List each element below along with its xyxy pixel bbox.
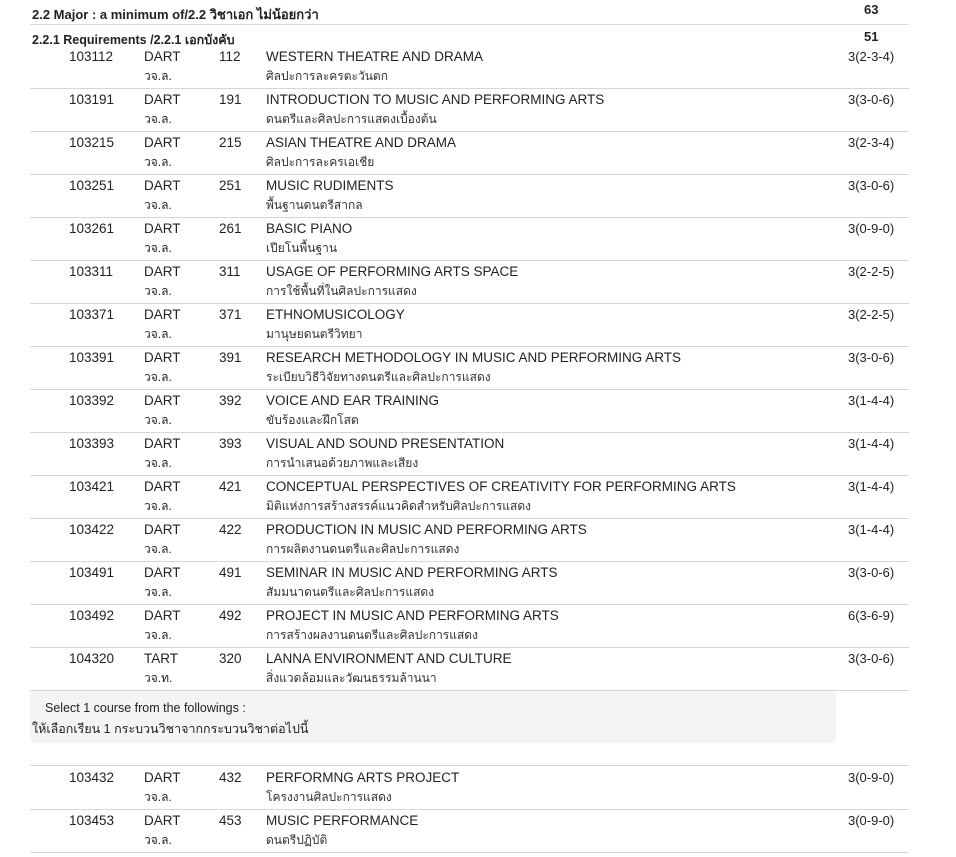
course-dept: DART: [144, 436, 181, 451]
course-credit: 3(0-9-0): [848, 813, 895, 828]
course-title-th: ศิลปะการละครเอเชีย: [266, 155, 375, 169]
course-number: 112: [219, 49, 241, 64]
course-credit: 3(2-3-4): [848, 135, 895, 150]
course-code: 103422: [69, 522, 115, 537]
course-number: 320: [219, 651, 242, 666]
course-dept-th: วจ.ท.: [144, 671, 173, 685]
course-number: 251: [219, 178, 242, 193]
course-number: 261: [219, 221, 242, 236]
major-label: 2.2 Major : a minimum of/2.2 วิชาเอก ไม่น้อยกว่า: [32, 7, 319, 22]
course-title: VOICE AND EAR TRAINING: [266, 393, 440, 408]
course-code: 103311: [69, 264, 114, 279]
requirements-header: [30, 25, 909, 45]
course-title-th: ระเบียบวิธีวิจัยทางดนตรีและศิลปะการแสดง: [266, 370, 491, 384]
course-number: 432: [219, 770, 242, 785]
course-dept: DART: [144, 813, 181, 828]
course-dept-th: วจ.ล.: [144, 499, 172, 513]
course-code: 103215: [69, 135, 115, 150]
course-credit: 3(3-0-6): [848, 565, 895, 580]
course-row: [30, 261, 909, 304]
major-credits: 63: [864, 2, 879, 17]
course-row: [30, 648, 909, 691]
course-title: PRODUCTION IN MUSIC AND PERFORMING ARTS: [266, 522, 587, 537]
course-code: 103371: [69, 307, 115, 322]
course-dept-th: วจ.ล.: [144, 456, 172, 470]
course-code: 103191: [69, 92, 115, 107]
course-code: 103432: [69, 770, 115, 785]
course-row: [30, 390, 909, 433]
course-title: PROJECT IN MUSIC AND PERFORMING ARTS: [266, 608, 559, 623]
course-credit: 6(3-6-9): [848, 608, 895, 623]
course-number: 191: [219, 92, 242, 107]
course-title-th: ขับร้องและฝึกโสต: [266, 413, 359, 427]
course-dept: DART: [144, 350, 181, 365]
course-title-th: มิติแห่งการสร้างสรรค์แนวคิดสำหรับศิลปะการแสดง: [266, 499, 531, 513]
select-note-th: ให้เลือกเรียน 1 กระบวนวิชาจากกระบวนวิชาต่อไปนี้: [32, 722, 309, 736]
course-title: RESEARCH METHODOLOGY IN MUSIC AND PERFORMING ARTS: [266, 350, 682, 365]
course-dept: DART: [144, 565, 181, 580]
course-title-th: การผลิตงานดนตรีและศิลปะการแสดง: [266, 542, 460, 556]
course-title-th: ดนตรีและศิลปะการแสดงเบื้องต้น: [266, 112, 437, 126]
course-code: 103491: [69, 565, 115, 580]
select-note-en: Select 1 course from the followings :: [45, 701, 246, 715]
course-dept: DART: [144, 770, 181, 785]
course-dept-th: วจ.ล.: [144, 790, 172, 804]
course-title: ETHNOMUSICOLOGY: [266, 307, 405, 322]
course-row: [30, 46, 909, 89]
course-row: [30, 562, 909, 605]
course-number: 391: [219, 350, 242, 365]
course-title: MUSIC PERFORMANCE: [266, 813, 419, 828]
course-title: PERFORMNG ARTS PROJECT: [266, 770, 460, 785]
course-code: 103492: [69, 608, 115, 623]
course-code: 103393: [69, 436, 115, 451]
course-code: 103421: [69, 479, 115, 494]
course-row: [30, 347, 909, 390]
course-dept: DART: [144, 135, 181, 150]
course-title-th: การสร้างผลงานดนตรีและศิลปะการแสดง: [266, 628, 478, 642]
course-title: LANNA ENVIRONMENT AND CULTURE: [266, 651, 512, 666]
course-dept-th: วจ.ล.: [144, 284, 172, 298]
course-row: [30, 218, 909, 261]
course-credit: 3(3-0-6): [848, 350, 895, 365]
course-code: 103112: [69, 49, 114, 64]
course-row: [30, 810, 909, 853]
course-dept: DART: [144, 393, 181, 408]
course-title-th: โครงงานศิลปะการแสดง: [266, 790, 392, 804]
course-code: 103251: [69, 178, 115, 193]
course-dept: DART: [144, 307, 181, 322]
course-number: 215: [219, 135, 242, 150]
course-number: 422: [219, 522, 242, 537]
major-header: [30, 0, 909, 25]
course-title: MUSIC RUDIMENTS: [266, 178, 394, 193]
course-row: [30, 767, 909, 810]
course-credit: 3(3-0-6): [848, 92, 895, 107]
course-title-th: มานุษยดนตรีวิทยา: [266, 327, 363, 341]
course-credit: 3(0-9-0): [848, 770, 895, 785]
course-title-th: พื้นฐานดนตรีสากล: [266, 198, 363, 212]
course-dept-th: วจ.ล.: [144, 413, 172, 427]
course-row: [30, 89, 909, 132]
course-row: [30, 304, 909, 347]
course-dept: DART: [144, 264, 181, 279]
course-title-th: เปียโนพื้นฐาน: [266, 241, 338, 255]
divider: [30, 765, 909, 766]
course-row: [30, 175, 909, 218]
course-dept: DART: [144, 479, 181, 494]
requirements-label: 2.2.1 Requirements /2.2.1 เอกบังคับ: [32, 33, 235, 47]
course-number: 311: [219, 264, 241, 279]
course-dept-th: วจ.ล.: [144, 833, 172, 847]
course-number: 421: [219, 479, 242, 494]
course-title: INTRODUCTION TO MUSIC AND PERFORMING ARTS: [266, 92, 605, 107]
course-title-th: สิ่งแวดล้อมและวัฒนธรรมล้านนา: [266, 671, 437, 685]
course-code: 103391: [69, 350, 115, 365]
course-dept-th: วจ.ล.: [144, 542, 172, 556]
course-dept-th: วจ.ล.: [144, 370, 172, 384]
course-title: USAGE OF PERFORMING ARTS SPACE: [266, 264, 519, 279]
course-row: [30, 605, 909, 648]
course-row: [30, 476, 909, 519]
course-number: 492: [219, 608, 242, 623]
course-number: 371: [219, 307, 242, 322]
course-title: CONCEPTUAL PERSPECTIVES OF CREATIVITY FOR PERFORMING ARTS: [266, 479, 736, 494]
course-title-th: การใช้พื้นที่ในศิลปะการแสดง: [266, 284, 417, 298]
course-credit: 3(3-0-6): [848, 651, 895, 666]
course-title: BASIC PIANO: [266, 221, 353, 236]
course-code: 103261: [69, 221, 115, 236]
course-dept: TART: [144, 651, 179, 666]
course-code: 104320: [69, 651, 115, 666]
course-dept-th: วจ.ล.: [144, 69, 172, 83]
course-code: 103392: [69, 393, 115, 408]
course-credit: 3(1-4-4): [848, 522, 895, 537]
course-credit: 3(2-2-5): [848, 264, 895, 279]
course-dept: DART: [144, 92, 181, 107]
course-title: VISUAL AND SOUND PRESENTATION: [266, 436, 505, 451]
course-dept-th: วจ.ล.: [144, 628, 172, 642]
course-credit: 3(1-4-4): [848, 436, 895, 451]
course-dept: DART: [144, 522, 181, 537]
course-title-th: สัมมนาดนตรีและศิลปะการแสดง: [266, 585, 435, 599]
course-title: SEMINAR IN MUSIC AND PERFORMING ARTS: [266, 565, 558, 580]
course-dept: DART: [144, 608, 181, 623]
course-row: [30, 519, 909, 562]
course-title: ASIAN THEATRE AND DRAMA: [266, 135, 457, 150]
course-dept-th: วจ.ล.: [144, 112, 172, 126]
course-dept-th: วจ.ล.: [144, 198, 172, 212]
course-dept: DART: [144, 178, 181, 193]
course-credit: 3(2-3-4): [848, 49, 895, 64]
course-title-th: ดนตรีปฏิบัติ: [266, 833, 328, 847]
course-dept: DART: [144, 49, 181, 64]
course-dept-th: วจ.ล.: [144, 585, 172, 599]
select-note: [30, 691, 836, 743]
course-number: 491: [219, 565, 242, 580]
course-dept-th: วจ.ล.: [144, 327, 172, 341]
course-title-th: ศิลปะการละครตะวันตก: [266, 69, 388, 83]
course-row: [30, 132, 909, 175]
course-dept: DART: [144, 221, 181, 236]
course-credit: 3(1-4-4): [848, 393, 895, 408]
course-credit: 3(1-4-4): [848, 479, 895, 494]
course-credit: 3(2-2-5): [848, 307, 895, 322]
course-number: 453: [219, 813, 242, 828]
requirements-credits: 51: [864, 29, 879, 44]
course-row: [30, 433, 909, 476]
course-title: WESTERN THEATRE AND DRAMA: [266, 49, 484, 64]
course-dept-th: วจ.ล.: [144, 155, 172, 169]
course-dept-th: วจ.ล.: [144, 241, 172, 255]
course-credit: 3(3-0-6): [848, 178, 895, 193]
course-number: 392: [219, 393, 242, 408]
course-title-th: การนำเสนอด้วยภาพและเสียง: [266, 456, 419, 470]
course-code: 103453: [69, 813, 115, 828]
course-number: 393: [219, 436, 242, 451]
course-credit: 3(0-9-0): [848, 221, 895, 236]
